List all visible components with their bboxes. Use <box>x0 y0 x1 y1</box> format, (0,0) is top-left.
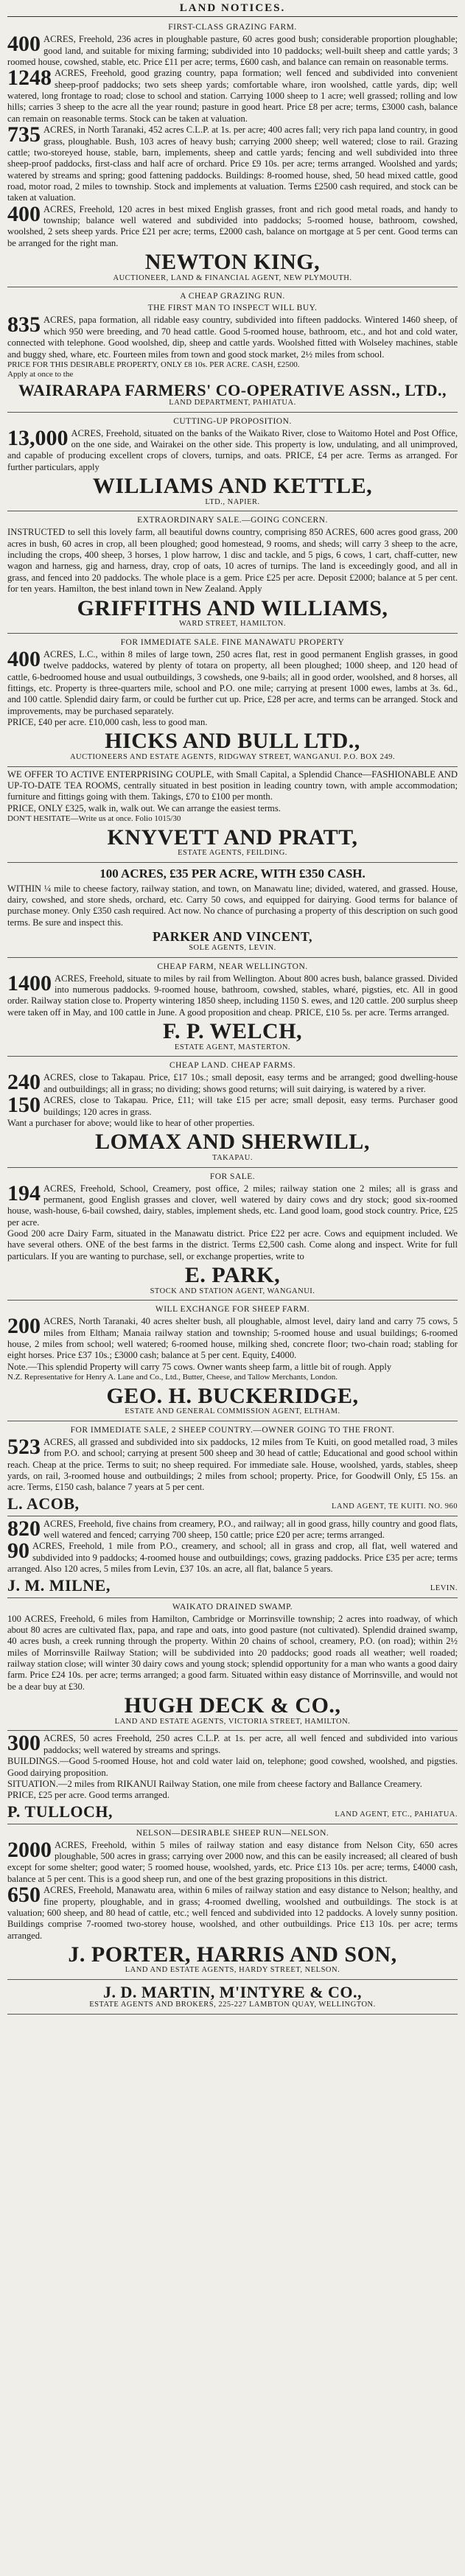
acreage-figure: 400 <box>7 646 41 671</box>
advertisement <box>7 958 458 1057</box>
agent-address: LTD., NAPIER. <box>205 497 260 506</box>
ad-paragraph <box>7 527 458 595</box>
paragraph-text: BUILDINGS.—Good 5-roomed House, hot and cold water laid on, telephone; good cowshed, woolshed, and pigsties. Good dairying proposition. <box>7 1756 458 1778</box>
acreage-figure: 1248 <box>7 66 52 91</box>
ad-paragraph <box>7 803 458 814</box>
ad-paragraph <box>7 1095 458 1118</box>
paragraph-text: Want a purchaser for above; would like to hear of other properties. <box>7 1117 255 1128</box>
agent-name: J. D. MARTIN, M'INTYRE & CO., <box>102 1983 363 2002</box>
paragraph-text: ACRES, Freehold, School, Creamery, post office, 2 miles; railway station one 2 miles; all is grass and permanent, good English grasses and clover, well watered by dairy cows and dry stock; good six-roomed house, wash-house, 6-bail cowshed, dairy, stables, implement sheds, etc. Land good loam, good stock country. Price, £25 per acre. <box>7 1183 458 1228</box>
paragraph-text: ACRES, North Taranaki, 40 acres shelter bush, all ploughable, almost level, dairy land and carry 75 cows, 5 miles from Eltham; Manaia railway station and township; 5-roomed house and usual buildings; 6-roomed house, 2 miles from school; well watered; 6-roomed house, milking shed, concrete floor; two-chain road; stabling for eight horses. Price £37 10s.; £3000 cash; balance at 5 per cent. Equity, £4000. <box>7 1316 458 1361</box>
ad-heading: CHEAP LAND. CHEAP FARMS. <box>169 1061 296 1071</box>
ad-line: PRICE FOR THIS DESIRABLE PROPERTY, ONLY £8 10s. PER ACRE. CASH, £2500. <box>7 360 300 369</box>
ad-paragraph <box>7 1779 458 1790</box>
ad-paragraph <box>7 1885 458 1942</box>
agent-address: LAND DEPARTMENT, PAHIATUA. <box>169 398 296 407</box>
agent-name: HUGH DECK & CO., <box>124 1693 341 1718</box>
ad-paragraph <box>7 1790 458 1801</box>
paragraph-text: ACRES, close to Takapau. Price, £11; will take £15 per acre; small deposit, easy terms. Purchaser good buildings; 120 acres in grass. <box>43 1095 458 1117</box>
ad-paragraph <box>7 1541 458 1575</box>
ad-paragraph <box>7 201 458 249</box>
header-rule <box>7 16 458 17</box>
ad-paragraph <box>7 883 458 928</box>
paragraph-text: ACRES, Freehold, five chains from creamery, P.O., and railway; all in good grass, hilly country and good flats, well watered and fenced; carrying 700 sheep, 150 cattle; price £20 per acre; terms arranged. <box>43 1518 458 1541</box>
agent-name: NEWTON KING, <box>144 250 321 275</box>
ad-paragraph <box>7 1516 458 1541</box>
paragraph-text: ACRES, Freehold, situated on the banks of the Waikato River, close to Waitomo Hotel and Post Office, on the one side, and Wairakei on the other side. This property is low, undulating, and all unimproved, and capable of producing excellent crops of clovers, turnips, and oats. PRICE, £4 per acre. Terms as arranged. For further particulars, apply <box>7 427 458 472</box>
paragraph-text: ACRES, Freehold, 1 mile from P.O., creamery, and school; all in grass and crop, all flat, well watered and subdivided into 9 paddocks; 4-roomed house and outbuildings; cows, grazing paddocks. Price £35 per acre; terms arranged. Also 120 acres, 5 miles from Levin, £37 10s. an acre, all flat, balance 5 years. <box>7 1541 458 1575</box>
paragraph-text: ACRES, L.C., within 8 miles of large town, 250 acres flat, rest in good permanent English grasses, in good twelve paddocks, watered by plenty of totara on property, all been ploughed; 1000 sheep, and 120 head of cattle, 6-bedroomed house and usual outbuildings, 3 cowsheds, one 9-bails; all in good order, woolshed, and 8 horses, all fittings, etc. Property is three-quarters mile, school and P.O. one mile; carrying at present 1000 ewes, lambs at 3s. 6d., and 100 cattle. Splendid dairy farm, or could be further cut up. Price, £28 per acre, and terms can be arranged. Stock and improvements, may be purchased separately. <box>7 648 458 716</box>
ad-paragraph <box>7 122 458 204</box>
ad-paragraph <box>7 970 458 1018</box>
agent-address: LAND AND ESTATE AGENTS, VICTORIA STREET, HAMILTON. <box>114 1717 351 1726</box>
ad-paragraph <box>7 646 458 717</box>
agent-address: AUCTIONEER, LAND & FINANCIAL AGENT, NEW PLYMOUTH. <box>113 273 352 282</box>
ad-heading: NELSON—DESIRABLE SHEEP RUN—NELSON. <box>136 1828 329 1838</box>
paragraph-text: INSTRUCTED to sell this lovely farm, all beautiful downs country, comprising 850 ACRES, 600 acres good grass, 200 acres in bush, 60 acres in crop, all been ploughed; good homestead, 9 rooms, and sheds; will carry 3 sheep to the acre, including the crops, 400 sheep, 3 horses, 1 plow harrow, 1 disc and tackle, and 5 pigs, 6 cows, 1 cart, chaff-cutter, new wagon and harness, gig and harness, dray, crop of oats, 10 acres of turnips. The land is exceedingly good, and all in grass, and fenced into 20 paddocks. The whole place is a gem. Price £25 per acre. Deposit £2000; balance at 5 per cent. for ten years. Hamilton, the best inland town in New Zealand. Apply <box>7 527 458 595</box>
agent-name: HICKS AND BULL LTD., <box>105 729 360 754</box>
agent-address: WARD STREET, HAMILTON. <box>179 620 286 629</box>
advertisement <box>7 863 458 958</box>
advertisement <box>7 1168 458 1301</box>
advertisement <box>7 1301 458 1421</box>
paragraph-text: PRICE, £40 per acre. £10,000 cash, less to good man. <box>7 717 208 727</box>
acreage-figure: 90 <box>7 1539 29 1564</box>
agent-address: STOCK AND STATION AGENT, WANGANUI. <box>150 1287 315 1295</box>
paragraph-text: ACRES, papa formation, all ridable easy country, subdivided into fifteen paddocks. Wintered 1460 sheep, of which 950 were breeding, and 70 head cattle. Good 5-roomed house, bathroom, etc., and hot and cold water, connected with telephone. Good woolshed, dip, sheep and cattle yards. Woolshed fitted with Wolseley machines, stable and buggy shed, whare, etc. Fourteen miles from town and good stock market, 2½ miles from school. <box>7 315 458 360</box>
paragraph-text: ACRES, in North Taranaki, 452 acres C.L.P. at 1s. per acre; 400 acres fall; very rich papa land country, in good grass, ploughable. Bush, 103 acres of heavy bush; carrying 2000 sheep; well watered; close to rail. Grazing cattle; two-storeyed house, stable, barn, implements, sheep and cattle yards; fencing and well subdivided into three sheep-proof paddocks, first-class and half acre of orchard. Price £9 10s. per acre; terms arranged. Woolshed and yards; watered by streams and spring; good fattening paddocks. Buildings: 8-roomed house, shed, 50 head mixed cattle, good road, motor road, 2 miles to township. Stock and implements at valuation. Terms £2500 cash required, and stock can be taken at valuation. <box>7 125 458 203</box>
acreage-figure: 1400 <box>7 970 52 995</box>
ad-paragraph <box>7 1228 458 1262</box>
paragraph-text: ACRES, Freehold, Manawatu area, within 6 miles of railway station and easy distance to Nelson; healthy, and fine property, ploughable, and in grass; 4-roomed dwelling, woolshed and outbuildings. The stock is at valuation; 600 sheep, and 80 head of cattle, etc.; well fenced and subdivided into 12 paddocks. A lovely sunny position. Buildings comprise 7-roomed two-storey house, woolshed, and other outbuildings. Price £13 10s. per acre; terms arranged. <box>7 1885 458 1941</box>
paragraph-text: PRICE, ONLY £325, walk in, walk out. We can arrange the easiest terms. <box>7 802 281 813</box>
ad-heading: FIRST-CLASS GRAZING FARM. <box>168 23 297 32</box>
acreage-figure: 13,000 <box>7 425 69 450</box>
agent-name: WAIRARAPA FARMERS' CO-OPERATIVE ASSN., LTD., <box>18 380 447 399</box>
paragraph-text: WITHIN ¼ mile to cheese factory, railway station, and town, on Manawatu line; divided, watered, and grassed. House, dairy, cowshed, and store sheds, orchard, etc. Carry 50 cows, and equipped for dairying. Good terms for balance of purchase money. Only £350 cash required. Act now. No chance of purchasing a property of this description on such good terms. Be sure and inspect this. <box>7 883 458 928</box>
ad-paragraph <box>7 1756 458 1779</box>
ad-paragraph <box>7 1362 458 1373</box>
advertisement <box>7 1980 458 2015</box>
ad-paragraph <box>7 1434 458 1494</box>
advertisement <box>7 1057 458 1167</box>
agent-name: GRIFFITHS AND WILLIAMS, <box>77 595 388 620</box>
agent-name: GEO. H. BUCKERIDGE, <box>106 1383 359 1408</box>
agent-address: ESTATE AGENTS, FEILDING. <box>178 849 287 857</box>
ad-heading: EXTRAORDINARY SALE.—GOING CONCERN. <box>137 516 328 525</box>
ad-heading: A CHEAP GRAZING RUN. <box>180 292 285 301</box>
paragraph-text: ACRES, Freehold, within 5 miles of railway station and easy distance from Nelson City, 650 acres ploughable, 500 acres in grass; carrying over 2000 now, and this can be easily increased; all cleared of bush except for some shelter; good water; 5 roomed house, woolshed, yards, etc. Price £13 10s. per acre; terms, £4000 cash, balance at 5 per cent. This is a good sheep run, and one of the best grazing propositions in this district. <box>7 1839 458 1884</box>
paragraph-text: ACRES, Freehold, 236 acres in ploughable pasture, 60 acres good bush; considerable proportion ploughable; good land, and suitable for mixing farming; subdivided into 10 paddocks; well-built sheep and cattle yards; 3 roomed house, cowshed, stable, etc. Price £11 per acre; terms, £600 cash, and balance can remain on reasonable terms. <box>7 34 458 68</box>
paragraph-text: 100 ACRES, Freehold, 6 miles from Hamilton, Cambridge or Morrinsville township; 2 acres into roadway, of which about 80 acres are cultivated flax, papa, and rape and oats, into good pasture (not cultivated). Splendid drained swamp, 40 acres bush, a creek running through the property. Within 20 chains of school, creamery, P.O. (on road); within 2½ miles of Morrinsville Railway Station; will be subdivided into 20 paddocks; good roads all weather; well roaded; railway station close; will winter 30 dairy cows and young stock; splendid opportunity for a man who wants a good dairy farm. Price £24 10s. per acre; terms arranged; a good farm. Situated within easy distance of Morrinsville, and would not be a dear buy at £30. <box>7 1613 458 1692</box>
agent-address: ESTATE AGENTS AND BROKERS, 225-227 LAMBTON QUAY, WELLINGTON. <box>89 2001 376 2009</box>
ad-paragraph <box>7 425 458 473</box>
ad-heading: WILL EXCHANGE FOR SHEEP FARM. <box>155 1305 310 1315</box>
advertisement <box>7 634 458 767</box>
ad-heading: FOR IMMEDIATE SALE, 2 SHEEP COUNTRY.—OWNER GOING TO THE FRONT. <box>70 1425 395 1435</box>
paragraph-text: ACRES, Freehold, situate to miles by rail from Wellington. About 800 acres bush, balance grassed. Divided into numerous paddocks. 9-roomed house, bathroom, cowshed, stables, wharé, pigsties, etc. All in good order. Railway station close to. Property wintering 1850 sheep, including 1150 S. ewes, and 120 cattle. 200 surplus sheep were taken off in May, and 100 cattle in June. A good proposition and cheap. PRICE, £10 5s. per acre. Terms arranged. <box>7 973 458 1018</box>
acreage-figure: 300 <box>7 1731 41 1756</box>
acreage-figure: 400 <box>7 201 41 226</box>
ad-paragraph <box>7 68 458 125</box>
paragraph-text: SITUATION.—2 miles from RIKANUI Railway Station, one mile from cheese factory and Ballance Creamery. <box>7 1778 422 1789</box>
paragraph-text: PRICE, £25 per acre. Good terms arranged. <box>7 1790 169 1801</box>
advertisement <box>7 1516 458 1598</box>
ad-heading: FOR SALE. <box>209 1172 256 1181</box>
agent-address: ESTATE AGENT, MASTERTON. <box>174 1043 291 1051</box>
ad-tagline: THE FIRST MAN TO INSPECT WILL BUY. <box>147 304 318 313</box>
ad-paragraph <box>7 1316 458 1361</box>
ad-paragraph <box>7 312 458 360</box>
advertisement <box>7 287 458 412</box>
agent-name: E. PARK, <box>184 1263 281 1288</box>
advertisement <box>7 1598 458 1732</box>
acreage-figure: 835 <box>7 312 41 337</box>
agent-address: LAND AND ESTATE AGENTS, HARDY STREET, NELSON. <box>125 1966 340 1975</box>
acreage-figure: 735 <box>7 122 41 147</box>
acreage-figure: 650 <box>7 1883 41 1908</box>
acreage-figure: 200 <box>7 1314 41 1339</box>
acreage-figure: 820 <box>7 1516 41 1541</box>
agent-row <box>7 1494 458 1512</box>
agent-address: LAND AGENT, TE KUITI. NO. 960 <box>331 1502 458 1511</box>
ad-line: Apply at once to the <box>7 370 74 379</box>
ad-heading: FOR IMMEDIATE SALE. FINE MANAWATU PROPERTY <box>120 637 345 647</box>
agent-row <box>7 1802 458 1820</box>
paragraph-text: WE OFFER TO ACTIVE ENTERPRISING COUPLE, with Small Capital, a Splendid Chance—FASHIONABLE AND UP-TO-DATE TEA ROOMS, centrally situated in best position in leading country town, with ample accommodation; furniture and fittings going with them. Takings, £70 to £100 per month. <box>7 769 458 802</box>
acreage-figure: 240 <box>7 1070 41 1095</box>
ad-paragraph <box>7 1733 458 1756</box>
agent-name: P. TULLOCH, <box>7 1802 113 1821</box>
acreage-figure: 2000 <box>7 1837 52 1862</box>
advertisement <box>7 511 458 633</box>
agent-name: J. M. MILNE, <box>7 1575 111 1595</box>
page-header: LAND NOTICES. <box>179 2 286 14</box>
agent-name: KNYVETT AND PRATT, <box>107 825 358 850</box>
ad-paragraph <box>7 769 458 803</box>
paragraph-text: ACRES, 50 acres Freehold, 250 acres C.L.P. at 1s. per acre, all well fenced and subdivided into various paddocks; well watered by streams and springs. <box>43 1733 458 1755</box>
paragraph-text: ACRES, all grassed and subdivided into six paddocks, 12 miles from Te Kuiti, on good metalled road, 3 miles from P.O. and school; carrying at present 500 sheep and 30 head of cattle; Educational and good school within reach. Cheap at the price. Terms to suit; no sheep required. For immediate sale. House, woolshed, yards, stables, sheep yards, on rail, 3-roomed house and outbuildings; 2 miles from school; property. Price, for Goodwill Only, £5 15s. an acre. Terms, £150 cash, balance 7 years at 5 per cent. <box>7 1436 458 1493</box>
agent-name: WILLIAMS AND KETTLE, <box>92 474 373 499</box>
advertisement <box>7 413 458 512</box>
agent-address: TAKAPAU. <box>212 1153 253 1162</box>
ad-paragraph <box>7 1072 458 1095</box>
agent-name: PARKER AND VINCENT, <box>152 928 313 944</box>
advertisement <box>7 18 458 287</box>
advertisements <box>7 18 458 2015</box>
agent-name: J. PORTER, HARRIS AND SON, <box>68 1942 397 1967</box>
paragraph-text: Note.—This splendid Property will carry 75 cows. Owner wants sheep farm, a little bit of rough. Apply <box>7 1361 392 1372</box>
agent-address: LEVIN. <box>430 1583 458 1592</box>
agent-name: LOMAX AND SHERWILL, <box>95 1130 370 1155</box>
ad-heading: CUTTING-UP PROPOSITION. <box>173 416 292 426</box>
ad-paragraph <box>7 717 458 728</box>
ad-paragraph <box>7 1837 458 1885</box>
advertisement <box>7 1731 458 1824</box>
ad-paragraph <box>7 1180 458 1228</box>
ad-paragraph <box>7 34 458 68</box>
agent-address: AUCTIONEERS AND ESTATE AGENTS, RIDGWAY STREET, WANGANUI. P.O. BOX 249. <box>69 752 396 761</box>
ad-heading: CHEAP FARM, NEAR WELLINGTON. <box>157 962 308 971</box>
acreage-figure: 523 <box>7 1434 41 1459</box>
acreage-figure: 194 <box>7 1180 41 1205</box>
agent-address: ESTATE AND GENERAL COMMISSION AGENT, ELTHAM. <box>125 1407 340 1416</box>
acreage-figure: 150 <box>7 1093 41 1118</box>
paragraph-text: ACRES, Freehold, good grazing country, papa formation; well fenced and subdivided into convenient sheep-proof paddocks; two sets sheep yards; comfortable whare, iron woolshed, cattle yards, dip; well watered, long frontage to road; close to school and station. Carrying 1000 sheep to 1 acre; well grassed; rolling and low hills; carries 3 sheep to the acre all the year round; pasture in good heart. Price £8 per acre; terms, £3000 cash, balance can remain on reasonable terms. Stock can be taken at valuation. <box>7 68 458 124</box>
agent-name: L. ACOB, <box>7 1494 80 1513</box>
paragraph-text: ACRES, close to Takapau. Price, £17 10s.; small deposit, easy terms and be arranged; good dwelling-house and outbuildings; all in grass; no dividing; shows good returns; will suit dairying, is watered by a river. <box>43 1072 458 1094</box>
ad-paragraph <box>7 1614 458 1693</box>
agent-row <box>7 1575 458 1594</box>
acreage-figure: 400 <box>7 32 41 57</box>
ad-heading: WAIKATO DRAINED SWAMP. <box>172 1602 293 1611</box>
ad-paragraph <box>7 1118 458 1129</box>
agent-address: LAND AGENT, ETC., PAHIATUA. <box>335 1810 458 1819</box>
paragraph-text: Good 200 acre Dairy Farm, situated in the Manawatu district. Price £22 per acre. Cows and equipment included. We have several others. ONE of the best farms in the district. Terms £2,500 cash. Come along and inspect. Write for full particulars. If you are wanting to purchase, sell, or exchange properties, write to <box>7 1228 458 1261</box>
advertisement <box>7 1824 458 1981</box>
ad-title: 100 ACRES, £35 PER ACRE, WITH £350 CASH. <box>99 866 366 881</box>
paragraph-text: ACRES, Freehold, 120 acres in best mixed English grasses, front and rich good metal roads, and handy to township; balance well watered and subdivided into paddocks; 5-roomed house, bathroom, cowshed, woolshed, 2 sets sheep yards. Price £21 per acre; terms, £2000 cash, balance on mortgage at 5 per cent. Good terms can be arranged for the right man. <box>7 203 458 248</box>
ad-line: DON'T HESITATE—Write us at once. Folio 1015/30 <box>7 814 181 824</box>
agent-name: F. P. WELCH, <box>162 1019 303 1044</box>
advertisement <box>7 1421 458 1516</box>
ad-line: N.Z. Representative for Henry A. Lane and Co., Ltd., Butter, Cheese, and Tallow Merchants, London. <box>7 1373 338 1382</box>
advertisement <box>7 767 458 863</box>
agent-address: SOLE AGENTS, LEVIN. <box>189 943 276 952</box>
